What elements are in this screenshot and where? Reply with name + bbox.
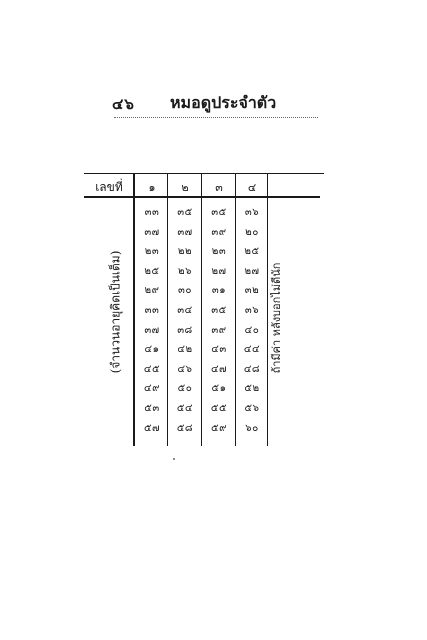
table-cell: ๕๔	[176, 403, 194, 414]
column-rule-3	[235, 174, 236, 446]
table-cell: ๓๕	[211, 305, 227, 316]
table-cell: ๓๖	[244, 207, 260, 218]
table-cell: ๓๐	[178, 285, 192, 296]
left-side-text: (จำนวนอายุคิดเป็นเต็ม)	[108, 250, 123, 374]
table-cell: ๔๒	[177, 344, 193, 355]
table-cell: ๓๖	[244, 305, 260, 316]
table-cell: ๕๘	[176, 423, 194, 434]
table-cell: ๕๑	[211, 383, 227, 394]
table-cell: ๔๗	[210, 364, 228, 375]
table-cell: ๓๙	[211, 325, 227, 336]
table-cell: ๓๕	[211, 207, 227, 218]
table-cell: ๒๕	[144, 266, 160, 277]
table-cell: ๒๓	[211, 246, 227, 257]
table-cell: ๒๓	[144, 246, 160, 257]
table-cell: ๓๓	[144, 207, 160, 218]
right-side-text: ถ้ามีค่า หลังบอกไม่ดีนัก	[270, 262, 283, 374]
table-cell: ๕๖	[244, 403, 260, 414]
table-cell: ๖๐	[245, 423, 259, 434]
column-header-4: ๔	[247, 181, 257, 194]
table-cell: ๔๕	[143, 364, 161, 375]
column-header-3: ๓	[215, 181, 223, 194]
table-cell: ๓๒	[244, 285, 260, 296]
table-top-rule	[84, 173, 324, 174]
table-cell: ๔๑	[144, 344, 160, 355]
table-cell: ๓๑	[211, 285, 227, 296]
table-cell: ๓๗	[144, 325, 160, 336]
table-cell: ๓๗	[177, 227, 193, 238]
table-cell: ๓๙	[211, 227, 227, 238]
table-cell: ๒๖	[178, 266, 192, 277]
table-cell: ๒๒	[177, 246, 193, 257]
table-cell: ๔๔	[243, 344, 261, 355]
table-cell: ๓๕	[177, 207, 193, 218]
column-header-1: ๑	[148, 181, 156, 194]
table-cell: ๒๕	[244, 246, 260, 257]
table-cell: ๒๗	[211, 266, 227, 277]
left-border-rule	[133, 174, 135, 446]
table-cell: ๓๓	[144, 305, 160, 316]
table-cell: ๓๔	[177, 305, 193, 316]
table-cell: ๔๐	[244, 325, 260, 336]
table-cell: ๒๗	[244, 266, 260, 277]
book-title: หมอดูประจำตัว	[170, 93, 277, 112]
table-cell: ๒๐	[245, 227, 259, 238]
page-number: ๔๖	[112, 95, 135, 113]
corner-label: เลขที่	[95, 180, 123, 194]
table-cell: ๕๓	[144, 403, 160, 414]
table-cell: ๔๘	[243, 364, 261, 375]
table-cell: ๕๕	[210, 403, 228, 414]
table-cell: ๕๙	[211, 423, 227, 434]
table-cell: ๔๓	[211, 344, 227, 355]
table-cell: ๔๖	[177, 364, 193, 375]
table-cell: ๕๐	[177, 383, 193, 394]
table-cell: ๔๙	[144, 383, 160, 394]
column-header-2: ๒	[181, 181, 189, 194]
column-rule-1	[167, 174, 168, 446]
scan-speck	[173, 458, 175, 460]
column-rule-2	[201, 174, 202, 446]
table-cell: ๕๗	[143, 423, 161, 434]
table-cell: ๓๘	[177, 325, 193, 336]
table-cell: ๓๗	[144, 227, 160, 238]
table-cell: ๒๙	[144, 285, 160, 296]
table-cell: ๕๒	[244, 383, 260, 394]
